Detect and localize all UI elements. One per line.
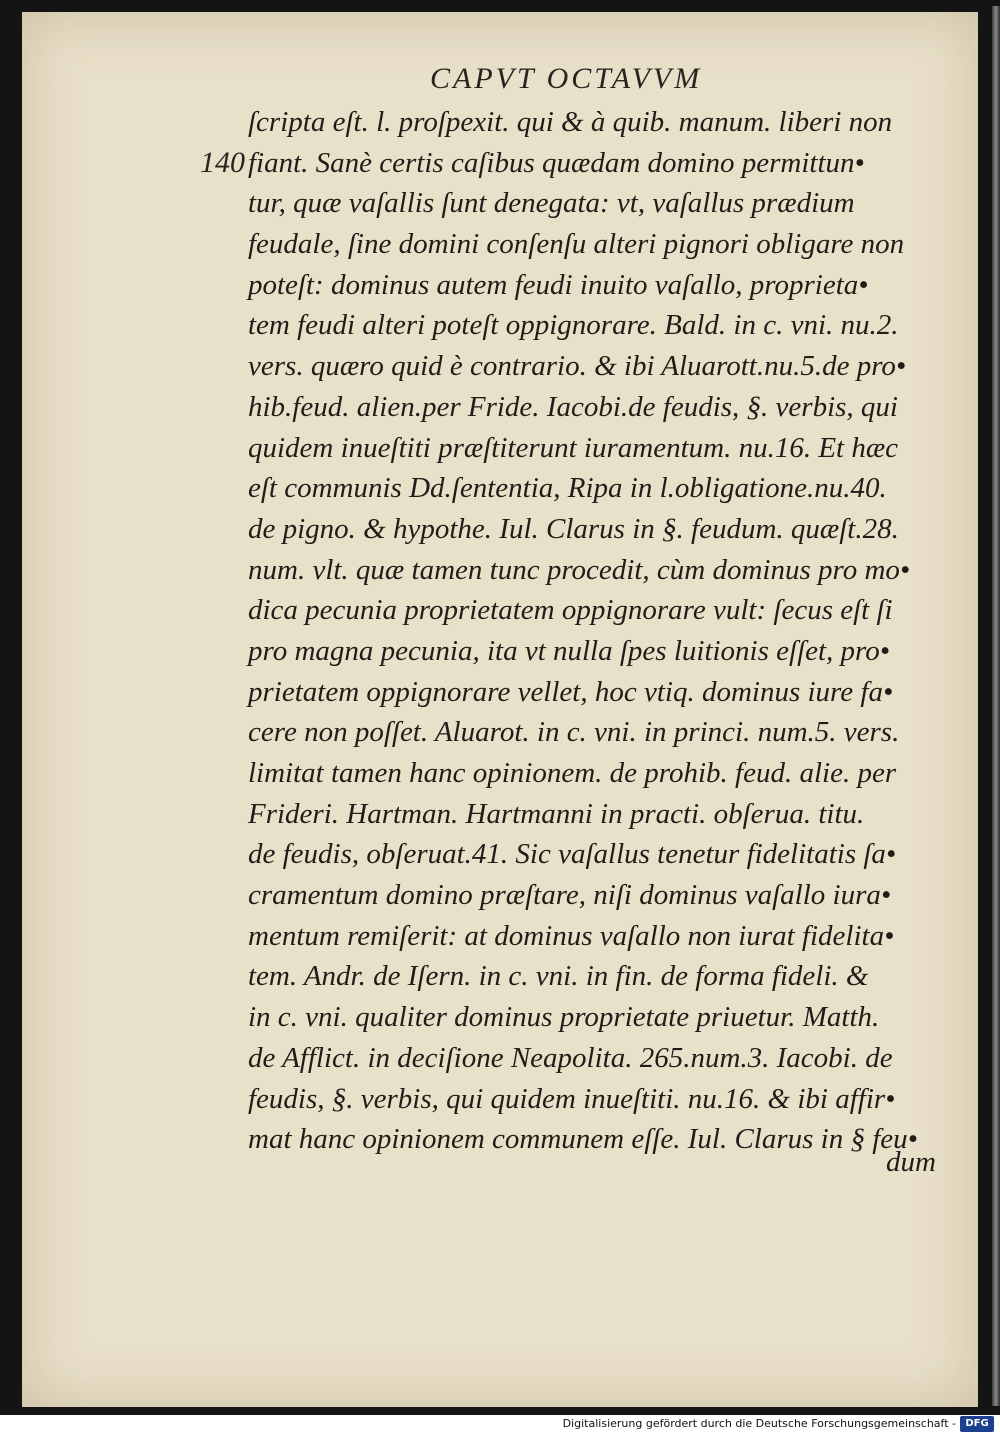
page-edge xyxy=(992,6,1000,1406)
text-line: vers. quæro quid è contrario. & ibi Aluarott.nu.5.de pro• xyxy=(248,350,907,383)
text-line: tem feudi alteri poteſt oppignorare. Bald. in c. vni. nu.2. xyxy=(248,309,899,342)
funding-credit: Digitalisierung gefördert durch die Deutsche Forschungsgemeinschaft - xyxy=(562,1417,956,1430)
text-line: hib.feud. alien.per Fride. Iacobi.de feudis, §. verbis, qui xyxy=(248,390,898,423)
text-line: de feudis, obſeruat.41. Sic vaſallus tenetur fidelitatis ſa• xyxy=(248,838,897,871)
text-line: tur, quæ vaſallis ſunt denegata: vt, vaſallus prædium xyxy=(248,187,855,220)
text-line: dica pecunia proprietatem oppignorare vult: ſecus eſt ſi xyxy=(248,594,893,627)
text-line: tem. Andr. de Iſern. in c. vni. in fin. de forma fideli. & xyxy=(248,960,869,993)
text-line: pro magna pecunia, ita vt nulla ſpes luitionis eſſet, pro• xyxy=(248,634,890,667)
text-line: quidem inueſtiti præſtiterunt iuramentum. nu.16. Et hæc xyxy=(248,431,899,464)
text-line: Frideri. Hartman. Hartmanni in practi. obſerua. titu. xyxy=(248,797,865,830)
text-line: eſt communis Dd.ſententia, Ripa in l.obligatione.nu.40. xyxy=(248,472,887,505)
text-line: mat hanc opinionem communem eſſe. Iul. Clarus in § feu• xyxy=(248,1123,918,1156)
text-line: num. vlt. quæ tamen tunc procedit, cùm dominus pro mo• xyxy=(248,553,911,586)
text-line: cramentum domino præſtare, niſi dominus vaſallo iura• xyxy=(248,879,892,912)
text-line: cere non poſſet. Aluarot. in c. vni. in princi. num.5. vers. xyxy=(248,716,900,749)
text-line: poteſt: dominus autem feudi inuito vaſallo, proprieta• xyxy=(248,268,869,301)
dfg-logo-icon[interactable]: DFG xyxy=(960,1416,994,1432)
text-line: prietatem oppignorare vellet, hoc vtiq. dominus iure fa• xyxy=(248,675,894,708)
text-line: limitat tamen hanc opinionem. de prohib. feud. alie. per xyxy=(248,757,897,789)
body-text xyxy=(248,102,948,1160)
catchword: dum xyxy=(886,1146,936,1178)
text-line: fiant. Sanè certis caſibus quædam domino permittun• xyxy=(248,146,865,179)
footer-bar xyxy=(0,1415,1000,1435)
margin-line-number: 140 xyxy=(200,146,245,179)
text-line: feudale, ſine domini conſenſu alteri pignori obligare non xyxy=(248,228,905,261)
text-line: mentum remiſerit: at dominus vaſallo non iurat fidelita• xyxy=(248,919,895,952)
running-head: CAPVT OCTAVVM xyxy=(430,62,703,95)
text-line: in c. vni. qualiter dominus proprietate priuetur. Matth. xyxy=(248,1001,880,1034)
text-line: ſcripta eſt. l. proſpexit. qui & à quib. manum. liberi non xyxy=(248,106,893,138)
text-line: feudis, §. verbis, qui quidem inueſtiti. nu.16. & ibi affir• xyxy=(248,1082,896,1115)
text-line: de pigno. & hypothe. Iul. Clarus in §. feudum. quæſt.28. xyxy=(248,512,899,545)
text-line: de Afflict. in deciſione Neapolita. 265.num.3. Iacobi. de xyxy=(248,1041,893,1074)
